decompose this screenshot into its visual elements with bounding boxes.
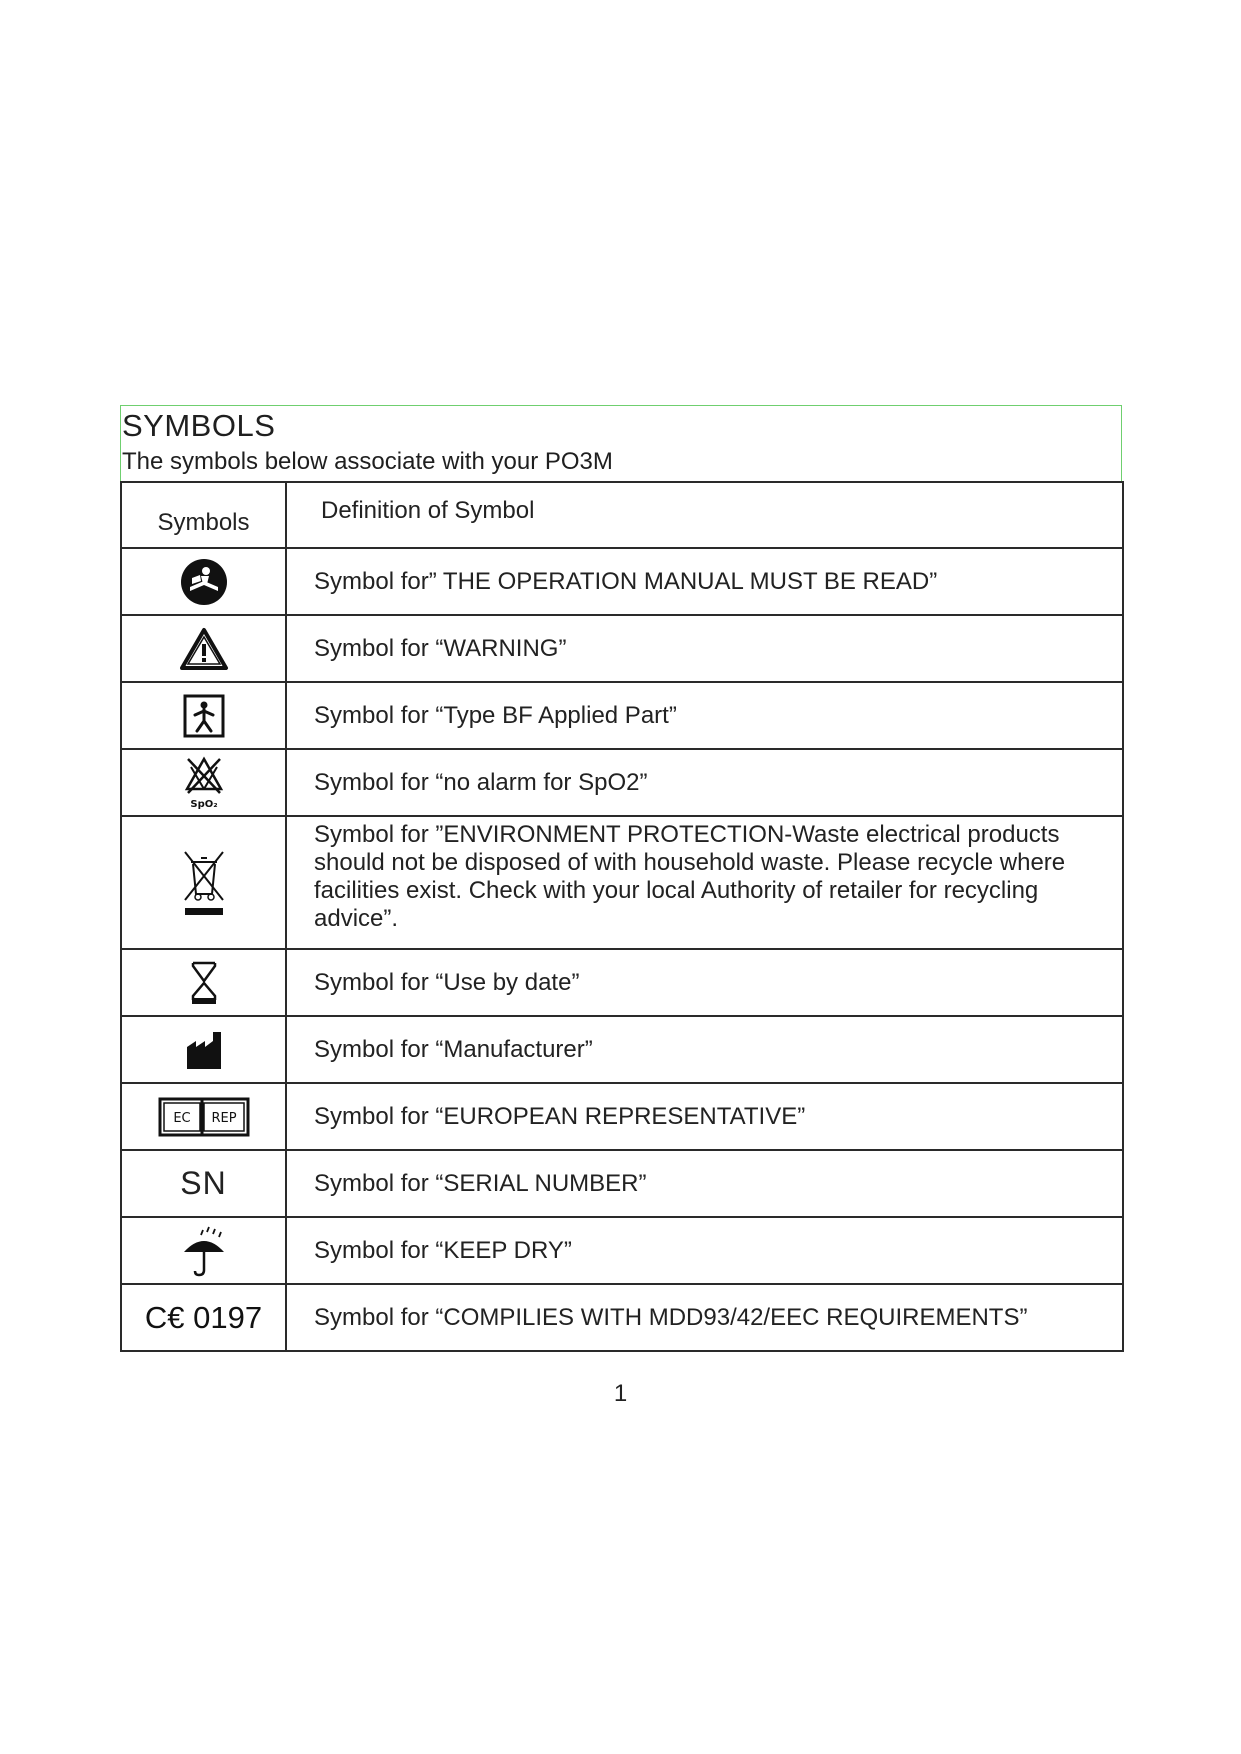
table-row (121, 1083, 1123, 1150)
column-header-definition: Definition of Symbol (286, 482, 1123, 548)
table-row (121, 1150, 1123, 1217)
table-row (121, 1016, 1123, 1083)
page-number: 1 (613, 1380, 628, 1407)
warning-triangle-icon (179, 627, 229, 671)
ec-rep-icon (158, 1097, 250, 1137)
definition-text: Symbol for “SERIAL NUMBER” (286, 1150, 1123, 1217)
table-row (121, 1284, 1123, 1351)
read-manual-icon (179, 557, 229, 607)
section-title: SYMBOLS (122, 408, 276, 443)
table-row (121, 949, 1123, 1016)
section-subtitle: The symbols below associate with your PO3M (122, 448, 613, 475)
table-row (121, 749, 1123, 816)
definition-text: Symbol for” THE OPERATION MANUAL MUST BE READ” (286, 548, 1123, 615)
definition-text: Symbol for “COMPILIES WITH MDD93/42/EEC REQUIREMENTS” (286, 1284, 1123, 1351)
definition-text: Symbol for “Use by date” (286, 949, 1123, 1016)
symbols-table (120, 481, 1124, 1352)
table-row (121, 682, 1123, 749)
ec-label: EC (172, 1110, 191, 1126)
definition-text: Symbol for “no alarm for SpO2” (286, 749, 1123, 816)
column-header-symbols: Symbols (121, 482, 286, 548)
definition-text: Symbol for “Type BF Applied Part” (286, 682, 1123, 749)
serial-number-icon: SN (180, 1165, 227, 1201)
definition-text: Symbol for “KEEP DRY” (286, 1217, 1123, 1284)
no-alarm-spo2-icon (182, 755, 226, 811)
definition-text: Symbol for “Manufacturer” (286, 1016, 1123, 1083)
spo2-icon-label: SpO₂ (189, 798, 218, 810)
table-header-row (121, 482, 1123, 548)
manufacturer-factory-icon (184, 1029, 224, 1071)
ce-mark-icon: C€ 0197 (144, 1299, 263, 1335)
table-row (121, 615, 1123, 682)
hourglass-use-by-date-icon (187, 960, 221, 1006)
table-row (121, 548, 1123, 615)
definition-text: Symbol for “EUROPEAN REPRESENTATIVE” (286, 1083, 1123, 1150)
symbols-header (120, 405, 1122, 481)
rep-label: REP (210, 1110, 237, 1126)
definition-text: Symbol for “WARNING” (286, 615, 1123, 682)
definition-text: Symbol for ”ENVIRONMENT PROTECTION-Waste electrical products should not be disposed of with household waste. Please recycle where facilities exist. Check with your local Authority of retailer for recycling advice”. (286, 816, 1123, 949)
table-row (121, 1217, 1123, 1284)
keep-dry-umbrella-icon (181, 1224, 227, 1278)
type-bf-applied-part-icon (182, 693, 226, 739)
weee-crossed-bin-icon (181, 848, 227, 918)
table-row (121, 816, 1123, 949)
